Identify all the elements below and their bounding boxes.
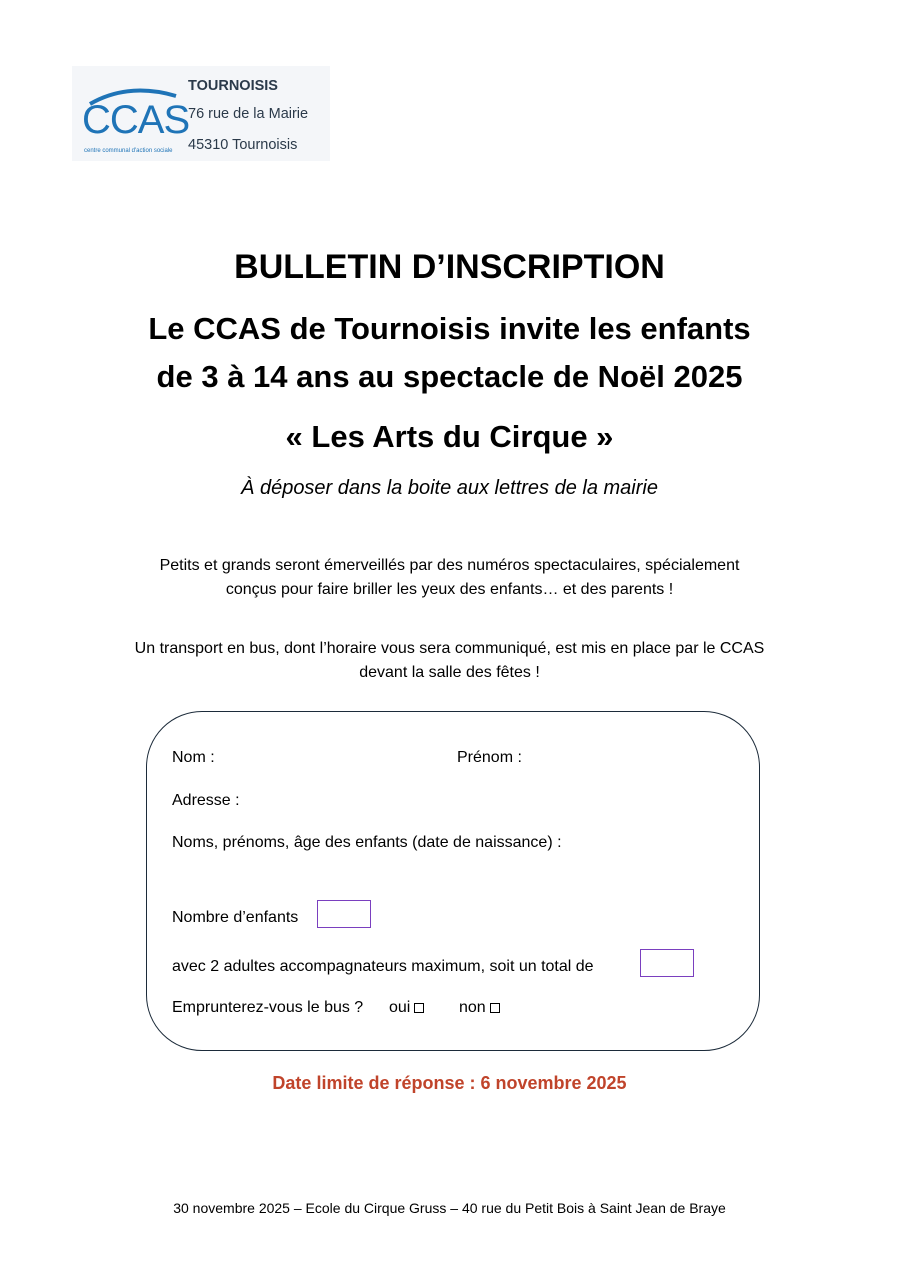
bus-yes-checkbox[interactable] <box>414 1003 424 1013</box>
transport-paragraph-line-2: devant la salle des fêtes ! <box>359 664 540 681</box>
page-title: BULLETIN D’INSCRIPTION <box>234 248 665 286</box>
transport-paragraph <box>0 637 899 685</box>
nombre-enfants-field[interactable] <box>317 900 371 928</box>
total-field[interactable] <box>640 949 694 977</box>
organization-city: 45310 Tournoisis <box>188 137 298 153</box>
show-title: « Les Arts du Cirque » <box>285 419 614 454</box>
nombre-enfants-label: Nombre d’enfants <box>172 909 299 926</box>
bus-yes-option[interactable] <box>389 999 424 1017</box>
organization-street: 76 rue de la Mairie <box>188 106 309 122</box>
deposit-note: À déposer dans la boite aux lettres de la mairie <box>241 477 658 499</box>
response-deadline: Date limite de réponse : 6 novembre 2025 <box>272 1073 627 1093</box>
subtitle-line-2: de 3 à 14 ans au spectacle de Noël 2025 <box>156 359 743 394</box>
ccas-logo <box>82 76 192 156</box>
adresse-label: Adresse : <box>172 792 240 809</box>
bus-question: Emprunterez-vous le bus ? <box>172 999 364 1016</box>
transport-paragraph-line-1: Un transport en bus, dont l’horaire vous sera communiqué, est mis en place par le CCAS <box>134 640 765 657</box>
intro-paragraph-line-1: Petits et grands seront émerveillés par des numéros spectaculaires, spécialement <box>159 557 740 574</box>
total-label: avec 2 adultes accompagnateurs maximum, soit un total de <box>172 958 594 975</box>
bus-no-option[interactable] <box>459 999 500 1017</box>
logo-text: CCAS <box>82 98 190 142</box>
registration-form <box>146 711 760 1051</box>
subtitle-line-1: Le CCAS de Tournoisis invite les enfants <box>148 311 751 346</box>
prenom-label: Prénom : <box>457 749 522 766</box>
enfants-label: Noms, prénoms, âge des enfants (date de naissance) : <box>172 834 562 851</box>
bus-no-checkbox[interactable] <box>490 1003 500 1013</box>
nom-label: Nom : <box>172 749 215 766</box>
logo-subtext: centre communal d'action sociale <box>84 148 173 154</box>
event-footer: 30 novembre 2025 – Ecole du Cirque Gruss – 40 rue du Petit Bois à Saint Jean de Braye <box>173 1200 726 1216</box>
bus-yes-label: oui <box>389 999 411 1016</box>
bus-no-label: non <box>459 999 486 1016</box>
intro-paragraph-line-2: conçus pour faire briller les yeux des enfants… et des parents ! <box>225 581 674 598</box>
organization-name: TOURNOISIS <box>188 78 278 94</box>
intro-paragraph <box>0 554 899 602</box>
letterhead <box>72 66 330 161</box>
